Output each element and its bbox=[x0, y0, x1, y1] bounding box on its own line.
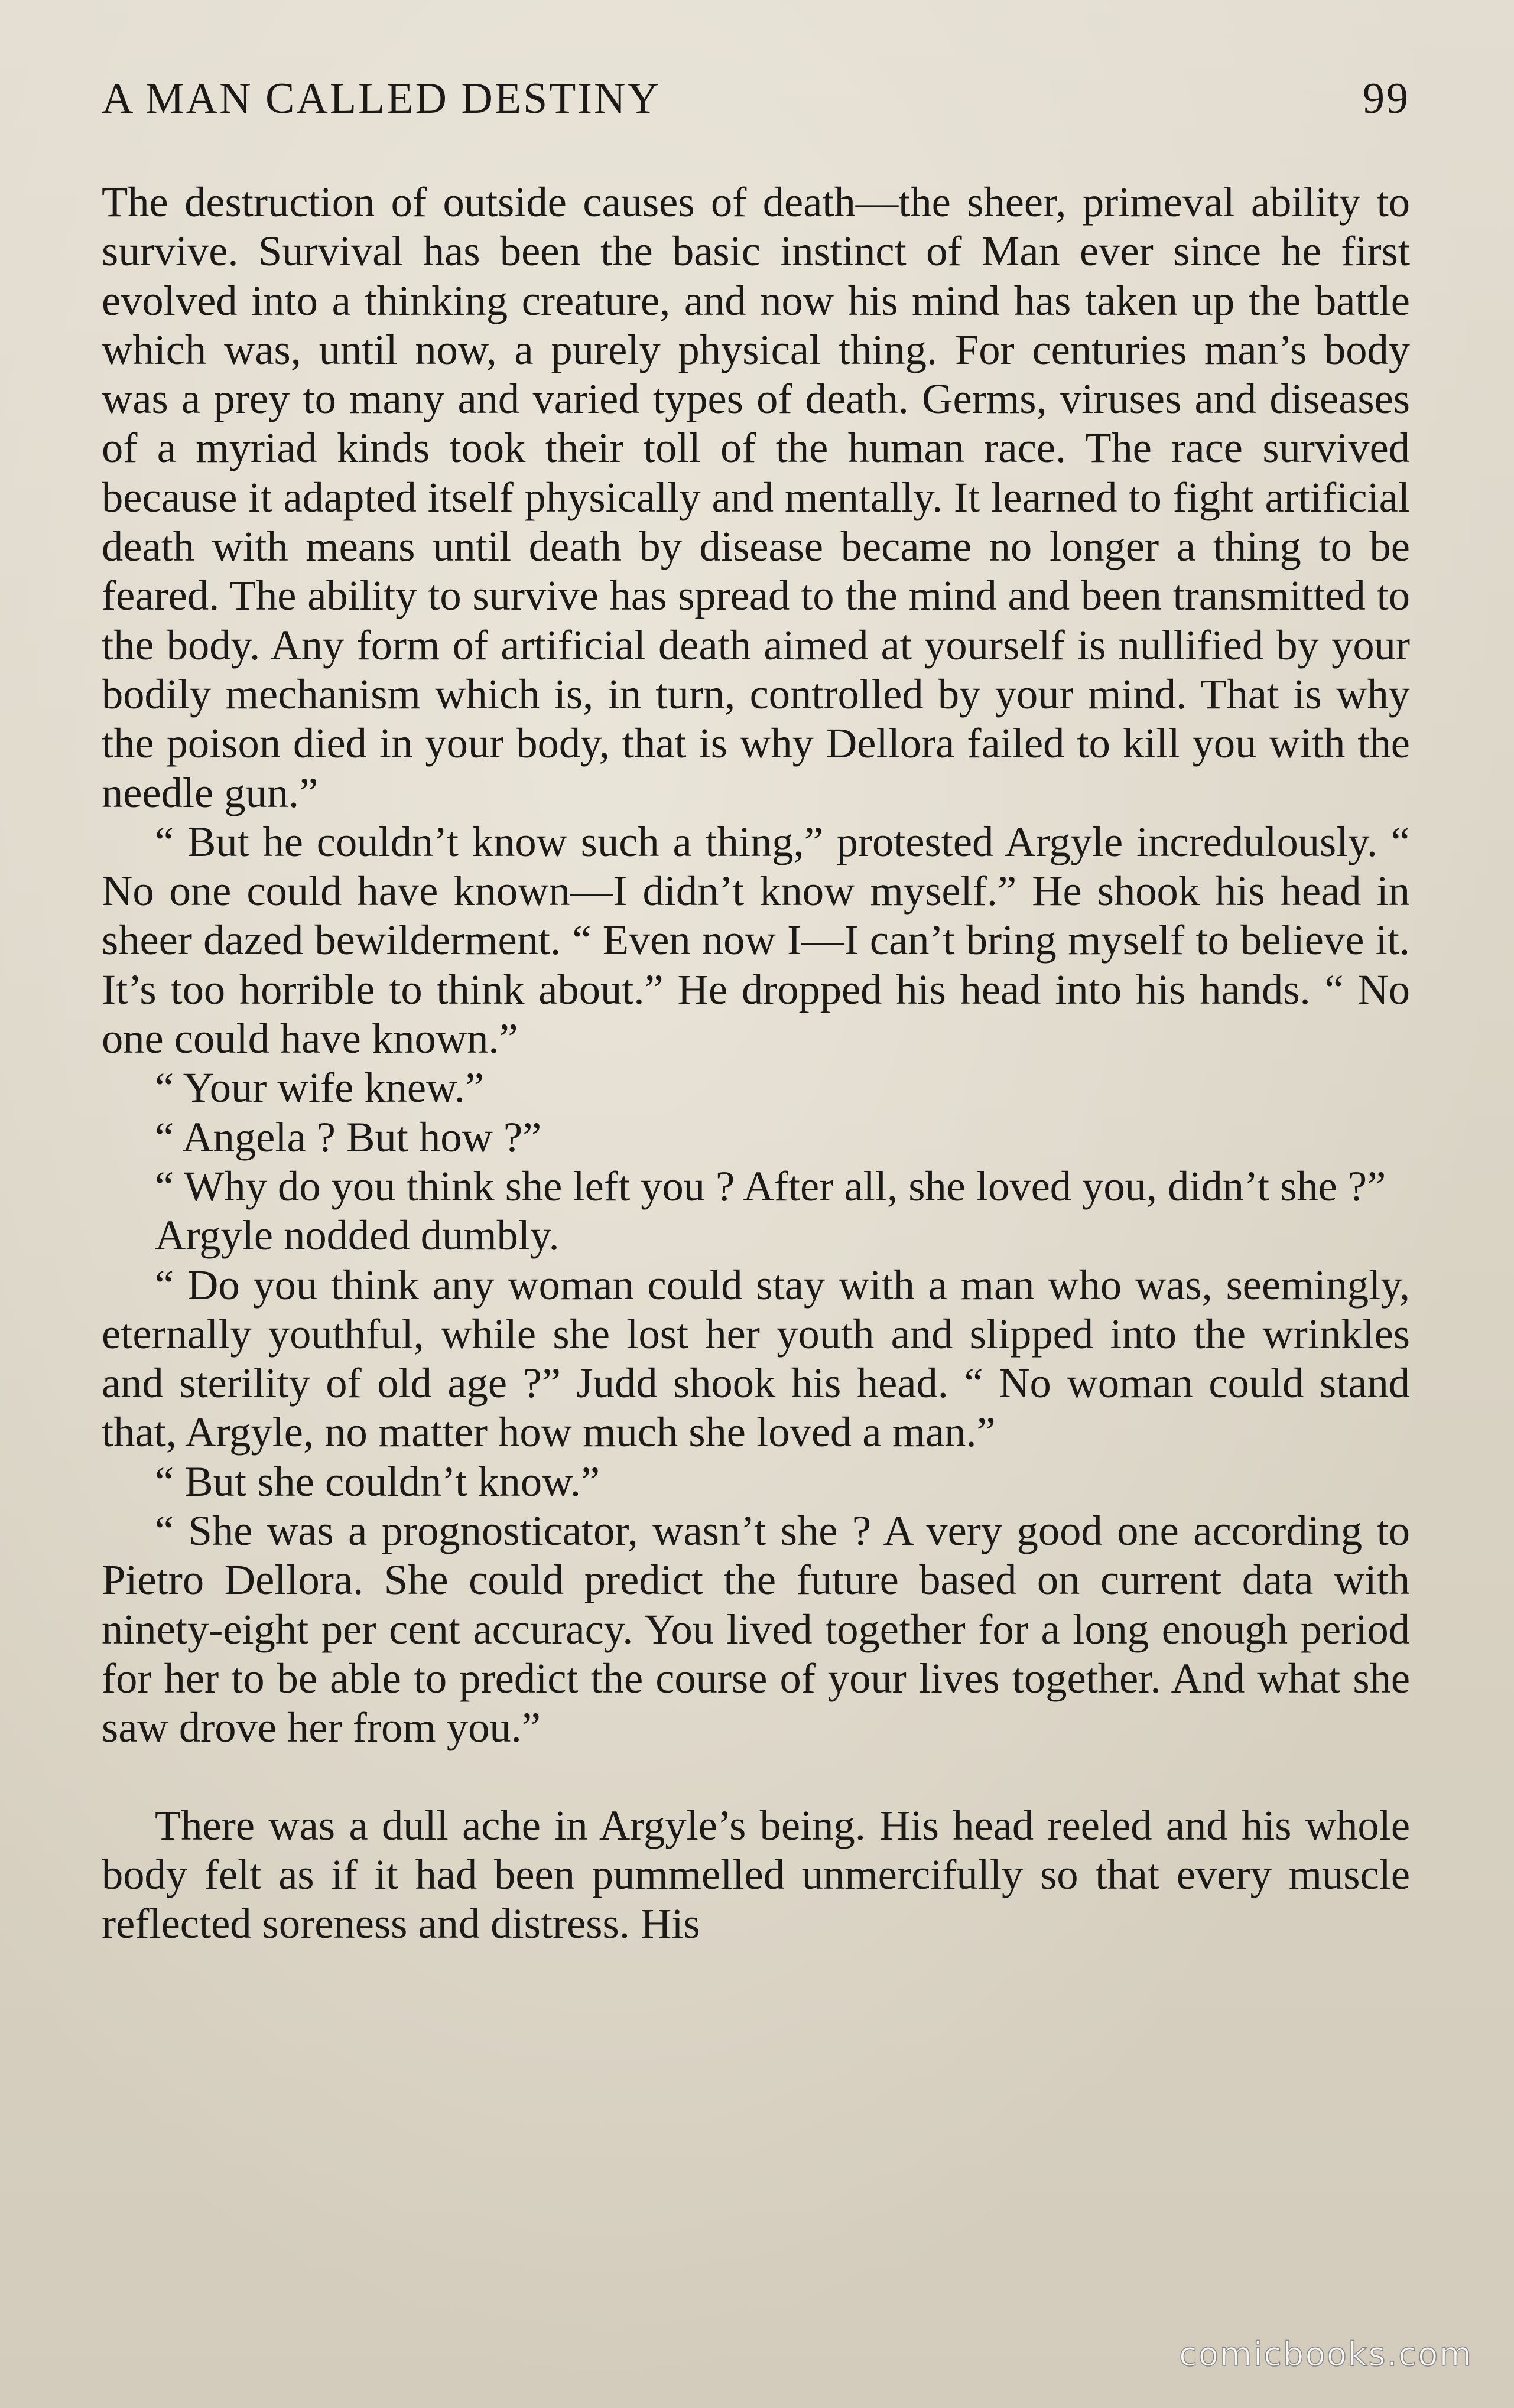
paragraph-1: The destruction of outside causes of death—the sheer, primeval ability to survive. Survival has been the basic instinct of Man ever since he first evolved into a thinking creature, and now his mind has taken up the battle which was, until now, a purely physical thing. For centuries man’s body was a prey to many and varied types of death. Germs, viruses and diseases of a myriad kinds took their toll of the human race. The race survived because it adapted itself physically and mentally. It learned to fight artificial death with means until death by disease became no longer a thing to be feared. The ability to survive has spread to the mind and been transmitted to the body. Any form of artificial death aimed at yourself is nullified by your bodily mechanism which is, in turn, controlled by your mind. That is why the poison died in your body, that is why Dellora failed to kill you with the needle gun.” bbox=[102, 178, 1410, 816]
paragraph-5: “ Why do you think she left you ? After all, she loved you, didn’t she ?” bbox=[155, 1161, 1386, 1210]
running-header bbox=[102, 74, 1410, 136]
watermark: comicbooks.com bbox=[1178, 2335, 1473, 2374]
paragraph-9: “ She was a prognosticator, wasn’t she ? A very good one according to Pietro Dellora. She could predict the future based on current data with ninety-eight per cent accuracy. You lived together for a long enough period for her to be able to predict the course of your lives together. And what she saw drove her from you.” bbox=[102, 1506, 1410, 1752]
paragraph-10: There was a dull ache in Argyle’s being. His head reeled and his whole body felt as if it had been pummelled unmercifully so that every muscle reflected soreness and distress. His bbox=[102, 1801, 1410, 1948]
paragraph-3: “ Your wife knew.” bbox=[155, 1063, 485, 1112]
page-number: 99 bbox=[1363, 74, 1410, 123]
paragraph-4: “ Angela ? But how ?” bbox=[155, 1112, 542, 1161]
paragraph-7: “ Do you think any woman could stay with a man who was, seemingly, eternally youthful, while she lost her youth and slipped into the wrinkles and sterility of old age ?” Judd shook his head. “ No woman could stand that, Argyle, no matter how much she loved a man.” bbox=[102, 1260, 1410, 1456]
running-title: A MAN CALLED DESTINY bbox=[102, 74, 661, 123]
body-text bbox=[102, 177, 1410, 1948]
paragraph-8: “ But she couldn’t know.” bbox=[155, 1457, 600, 1505]
paragraph-2: “ But he couldn’t know such a thing,” protested Argyle incredulously. “ No one could have known—I didn’t know myself.” He shook his head in sheer dazed bewilderment. “ Even now I—I can’t bring myself to believe it. It’s too horrible to think about.” He dropped his head into his hands. “ No one could have known.” bbox=[102, 817, 1410, 1063]
paragraph-6: Argyle nodded dumbly. bbox=[155, 1211, 560, 1260]
